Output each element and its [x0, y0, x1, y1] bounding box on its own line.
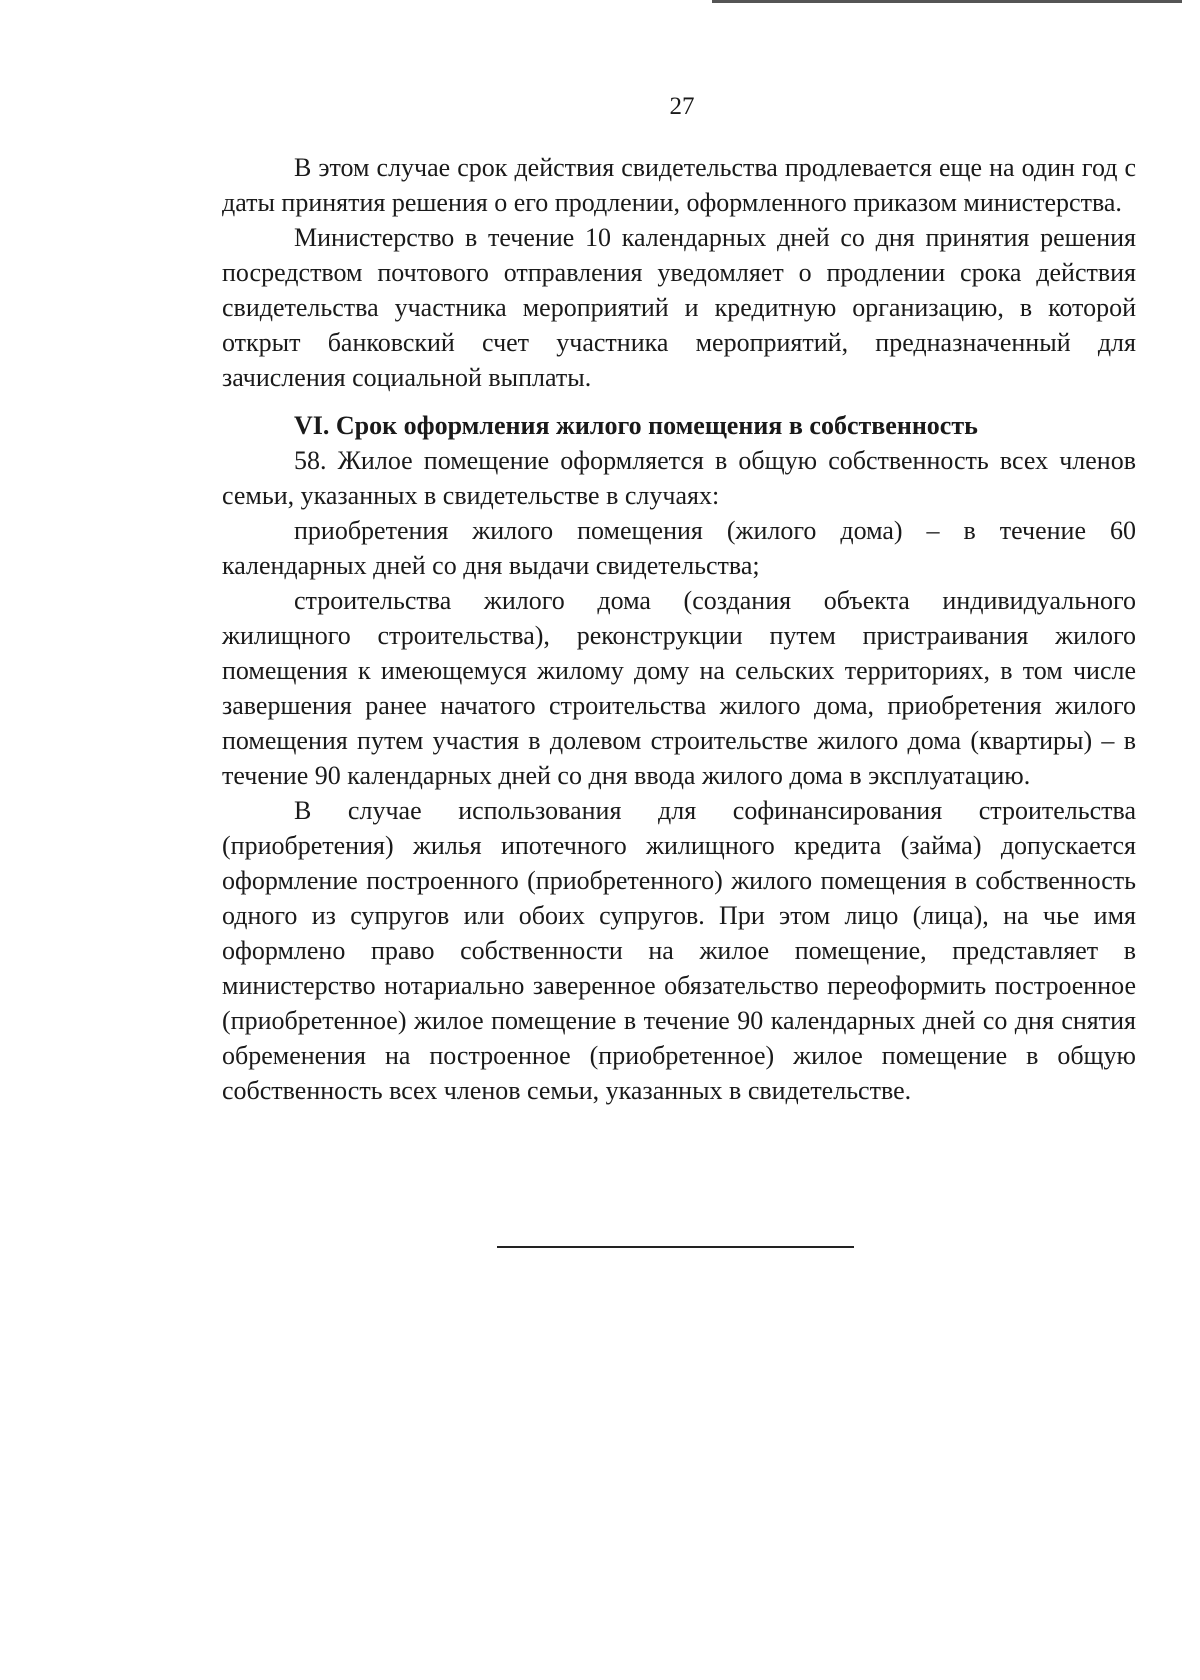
scan-top-edge-line	[712, 0, 1182, 3]
paragraph-extension-term: В этом случае срок действия свидетельства продлевается еще на один год с даты принятия решения о его продлении, оформленного приказом министерства.	[222, 153, 1136, 217]
paragraph-construction-case: строительства жилого дома (создания объекта индивидуального жилищного строительства), реконструкции путем пристраивания жилого помещения к имеющемуся жилому дому на сельских территориях, в том числе завершения ранее начатого строительства жилого дома, приобретения жилого помещения путем участия в долевом строительстве жилого дома (квартиры) – в течение 90 календарных дней со дня ввода жилого дома в эксплуатацию.	[222, 586, 1136, 790]
paragraph-clause-58: 58. Жилое помещение оформляется в общую собственность всех членов семьи, указанных в свидетельстве в случаях:	[222, 446, 1136, 510]
paragraph-purchase-case: приобретения жилого помещения (жилого дома) – в течение 60 календарных дней со дня выдачи свидетельства;	[222, 516, 1136, 580]
end-of-document-rule	[497, 1246, 854, 1248]
document-body	[222, 150, 1136, 1108]
paragraph-ministry-notification: Министерство в течение 10 календарных дней со дня принятия решения посредством почтового отправления уведомляет о продлении срока действия свидетельства участника мероприятий и кредитную организацию, в которой открыт банковский счет участника мероприятий, предназначенный для зачисления социальной выплаты.	[222, 223, 1136, 392]
paragraph-mortgage-case: В случае использования для софинансирования строительства (приобретения) жилья ипотечного жилищного кредита (займа) допускается оформление построенного (приобретенного) жилого помещения в собственность одного из супругов или обоих супругов. При этом лицо (лица), на чье имя оформлено право собственности на жилое помещение, представляет в министерство нотариально заверенное обязательство переоформить построенное (приобретенное) жилое помещение в течение 90 календарных дней со дня снятия обременения на построенное (приобретенное) жилое помещение в общую собственность всех членов семьи, указанных в свидетельстве.	[222, 796, 1136, 1105]
section-heading: VI. Срок оформления жилого помещения в собственность	[294, 411, 978, 440]
page-number: 27	[669, 93, 695, 120]
